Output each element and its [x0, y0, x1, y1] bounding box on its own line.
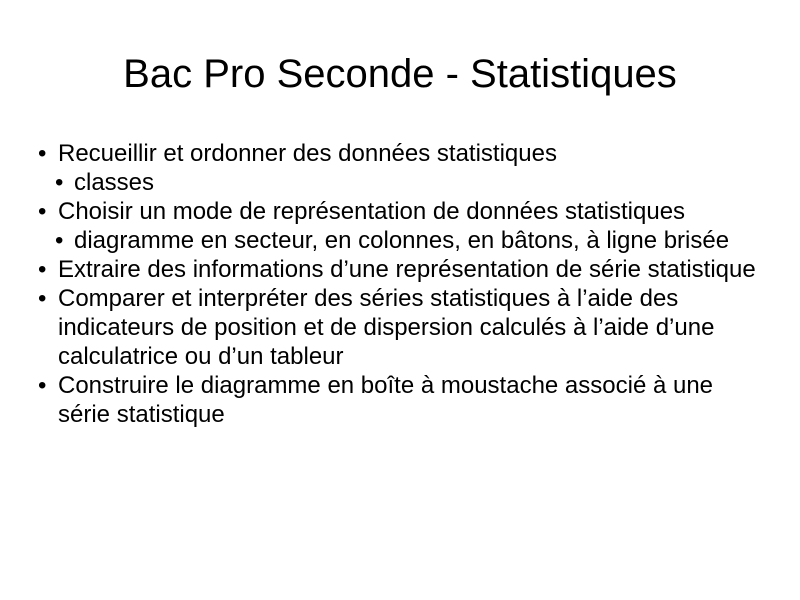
- bullet-icon: •: [38, 285, 47, 312]
- sub-list-container: [38, 168, 758, 197]
- list-item: [38, 197, 758, 226]
- list-item-text: Construire le diagramme en boîte à moustache associé à une série statistique: [58, 372, 714, 428]
- sub-list-item: [38, 168, 758, 197]
- list-item-text: Extraire des informations d’une représentation de série statistique: [58, 256, 756, 283]
- bullet-icon: •: [38, 372, 47, 399]
- sub-list: [38, 226, 758, 255]
- sub-list: [38, 168, 758, 197]
- list-item-text: Recueillir et ordonner des données statistiques: [58, 140, 557, 167]
- sub-list-item: [38, 226, 758, 255]
- slide-title: Bac Pro Seconde - Statistiques: [123, 52, 677, 96]
- bullet-icon: •: [38, 198, 47, 225]
- bullet-icon: •: [55, 169, 64, 196]
- bullet-list: [38, 139, 758, 429]
- sub-list-item-text: diagramme en secteur, en colonnes, en bâtons, à ligne brisée: [74, 227, 730, 254]
- list-item-text: Comparer et interpréter des séries statistiques à l’aide des indicateurs de position et de dispersion calculés à l’aide d’une calculatrice ou d’un tableur: [58, 285, 715, 370]
- sub-list-item-text: classes: [74, 169, 155, 196]
- list-item: [38, 139, 758, 168]
- list-item-text: Choisir un mode de représentation de données statistiques: [58, 198, 686, 225]
- bullet-icon: •: [38, 256, 47, 283]
- bullet-icon: •: [55, 227, 64, 254]
- sub-list-container: [38, 226, 758, 255]
- bullet-icon: •: [38, 140, 47, 167]
- list-item: [38, 255, 758, 284]
- list-item: [38, 284, 758, 371]
- list-item: [38, 371, 758, 429]
